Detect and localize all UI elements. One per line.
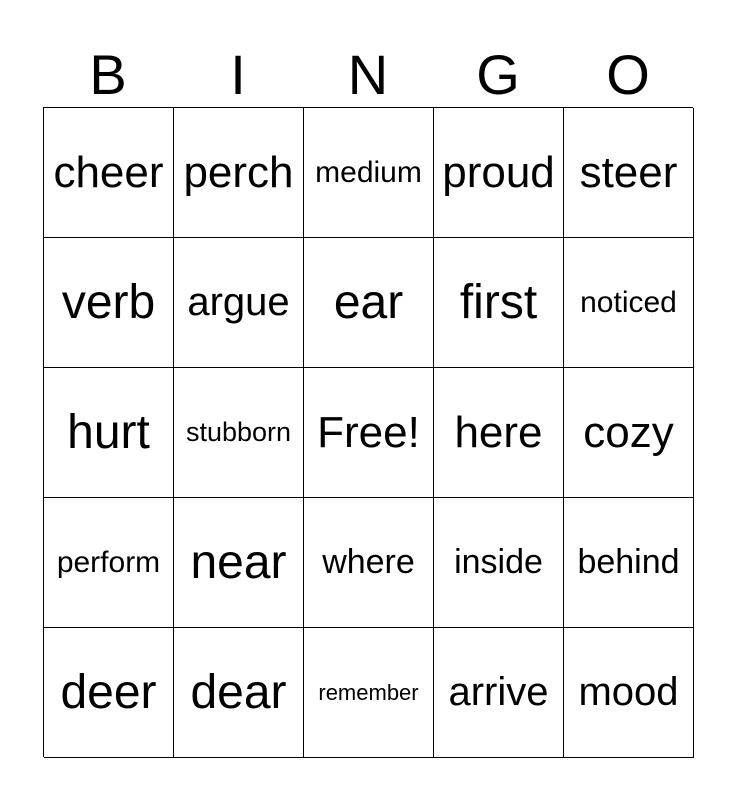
header-letter-g: G: [476, 43, 520, 106]
bingo-cell-r5-c5: mood: [564, 628, 694, 758]
bingo-cell-r2-c2: argue: [174, 238, 304, 368]
bingo-cell-r3-c1: hurt: [44, 368, 174, 498]
bingo-cell-r5-c1: deer: [44, 628, 174, 758]
bingo-cell-r1-c4: proud: [434, 108, 564, 238]
bingo-cell-r4-c2: near: [174, 498, 304, 628]
header-letter-n: N: [347, 43, 389, 106]
header-letter-b: B: [89, 43, 127, 106]
bingo-cell-r5-c2: dear: [174, 628, 304, 758]
bingo-cell-r2-c3: ear: [304, 238, 434, 368]
bingo-cell-r4-c4: inside: [434, 498, 564, 628]
bingo-cell-r4-c3: where: [304, 498, 434, 628]
bingo-cell-r4-c1: perform: [44, 498, 174, 628]
header-letter-i: I: [230, 43, 246, 106]
bingo-cell-r1-c2: perch: [174, 108, 304, 238]
bingo-cell-r2-c4: first: [434, 238, 564, 368]
header-letter-o: O: [606, 43, 650, 106]
bingo-board: [43, 107, 693, 757]
bingo-cell-r5-c3: remember: [304, 628, 434, 758]
bingo-cell-r3-c4: here: [434, 368, 564, 498]
bingo-cell-r3-c5: cozy: [564, 368, 694, 498]
bingo-cell-r1-c1: cheer: [44, 108, 174, 238]
bingo-cell-r3-c2: stubborn: [174, 368, 304, 498]
bingo-cell-r5-c4: arrive: [434, 628, 564, 758]
bingo-cell-r2-c1: verb: [44, 238, 174, 368]
bingo-cell-r2-c5: noticed: [564, 238, 694, 368]
bingo-cell-r1-c5: steer: [564, 108, 694, 238]
bingo-header: [43, 40, 693, 110]
bingo-cell-r4-c5: behind: [564, 498, 694, 628]
bingo-cell-r3-c3: Free!: [304, 368, 434, 498]
bingo-cell-r1-c3: medium: [304, 108, 434, 238]
